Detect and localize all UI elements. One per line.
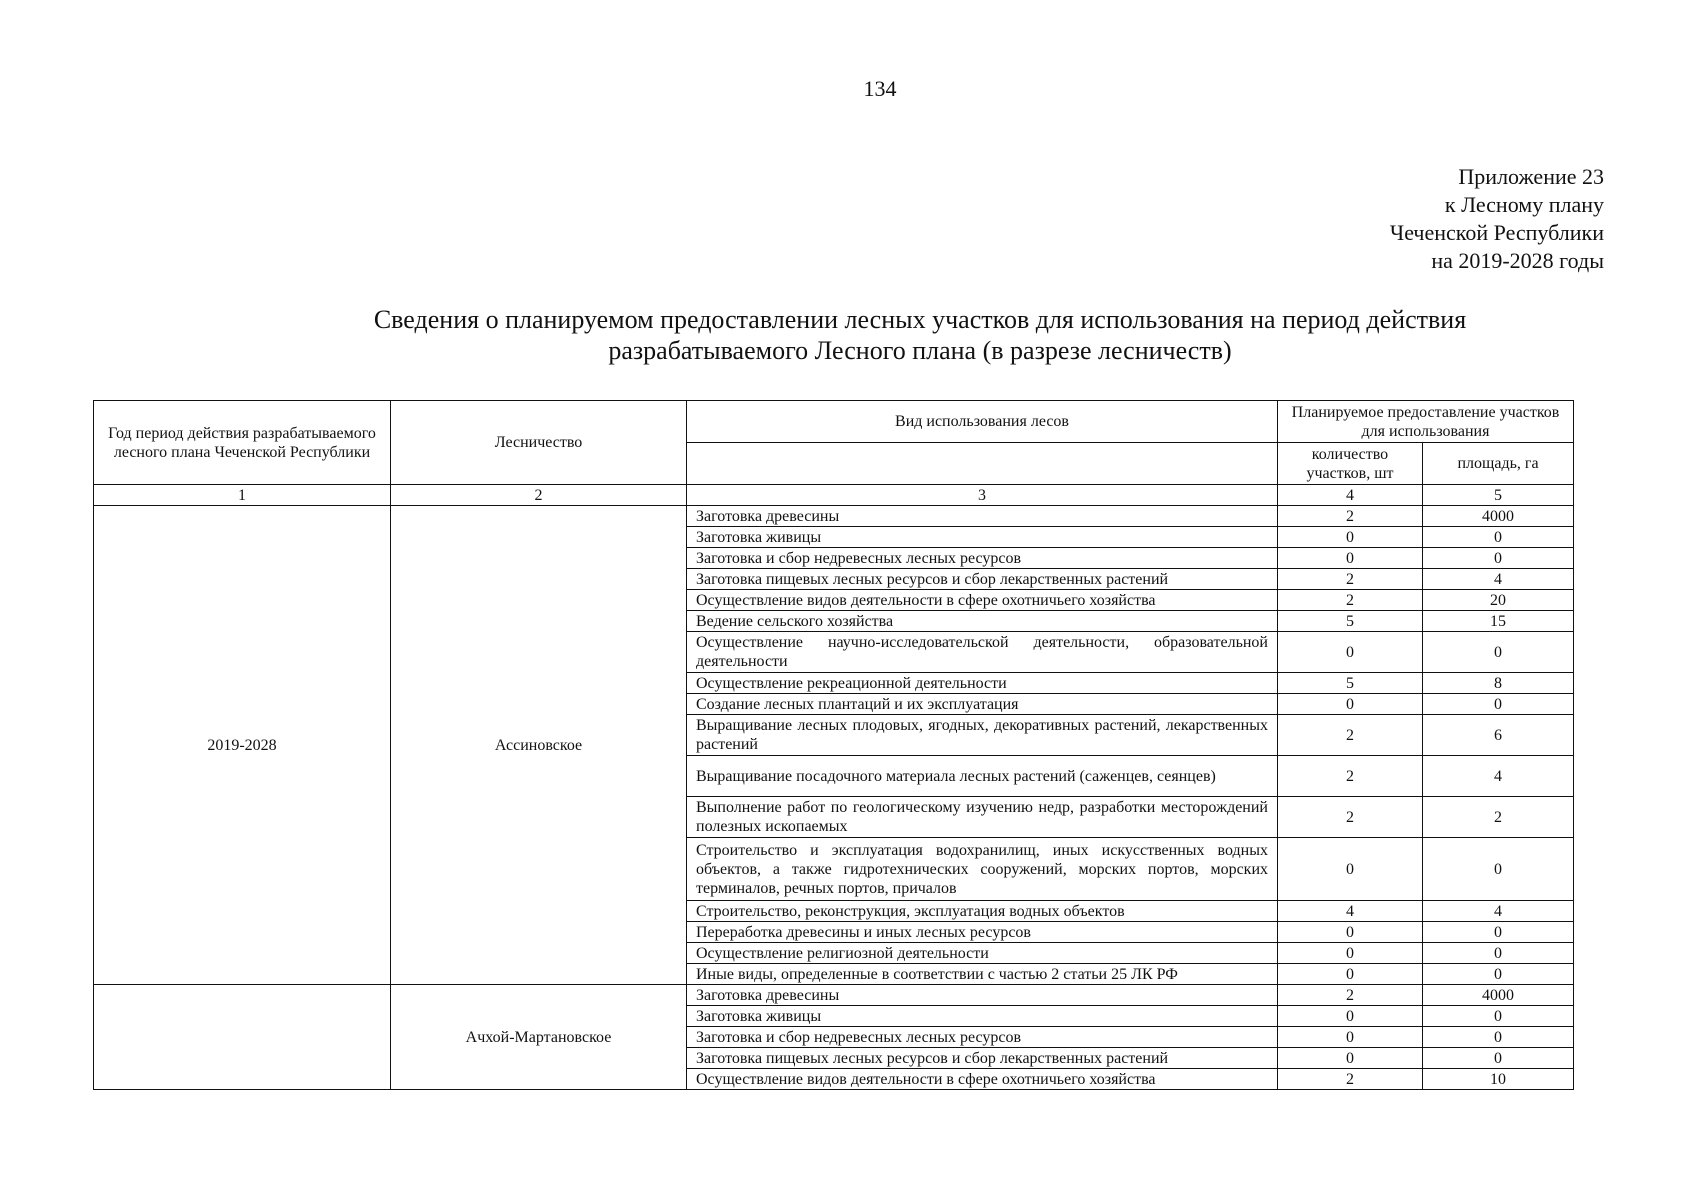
table-row bbox=[94, 506, 1574, 527]
count-cell: 0 bbox=[1278, 1027, 1423, 1048]
kind-cell: Иные виды, определенные в соответствии с частью 2 статьи 25 ЛК РФ bbox=[687, 964, 1278, 985]
count-cell: 0 bbox=[1278, 1006, 1423, 1027]
kind-cell: Осуществление видов деятельности в сфере охотничьего хозяйства bbox=[687, 1069, 1278, 1090]
area-cell: 0 bbox=[1423, 943, 1574, 964]
kind-cell: Заготовка пищевых лесных ресурсов и сбор лекарственных растений bbox=[687, 1048, 1278, 1069]
kind-cell: Заготовка древесины bbox=[687, 985, 1278, 1006]
kind-cell: Создание лесных плантаций и их эксплуатация bbox=[687, 694, 1278, 715]
kind-cell: Выполнение работ по геологическому изучению недр, разработки месторождений полезных ископаемых bbox=[687, 797, 1278, 838]
kind-cell: Переработка древесины и иных лесных ресурсов bbox=[687, 922, 1278, 943]
area-cell: 15 bbox=[1423, 611, 1574, 632]
kind-cell: Ведение сельского хозяйства bbox=[687, 611, 1278, 632]
count-cell: 5 bbox=[1278, 673, 1423, 694]
count-cell: 0 bbox=[1278, 527, 1423, 548]
area-cell: 4000 bbox=[1423, 985, 1574, 1006]
forestry-cell: Ассиновское bbox=[391, 506, 687, 985]
area-cell: 0 bbox=[1423, 964, 1574, 985]
kind-cell: Осуществление рекреационной деятельности bbox=[687, 673, 1278, 694]
area-cell: 0 bbox=[1423, 632, 1574, 673]
header-kind-blank bbox=[687, 443, 1278, 485]
count-cell: 2 bbox=[1278, 506, 1423, 527]
kind-cell: Заготовка и сбор недревесных лесных ресурсов bbox=[687, 548, 1278, 569]
appendix-note bbox=[1390, 163, 1604, 275]
kind-cell: Заготовка древесины bbox=[687, 506, 1278, 527]
count-cell: 2 bbox=[1278, 797, 1423, 838]
count-cell: 0 bbox=[1278, 943, 1423, 964]
title-line: разрабатываемого Лесного плана (в разрезе лесничеств) bbox=[608, 336, 1232, 365]
area-cell: 0 bbox=[1423, 922, 1574, 943]
area-cell: 0 bbox=[1423, 527, 1574, 548]
kind-cell: Строительство, реконструкция, эксплуатация водных объектов bbox=[687, 901, 1278, 922]
area-cell: 10 bbox=[1423, 1069, 1574, 1090]
appendix-line: к Лесному плану bbox=[1444, 192, 1604, 217]
page-number: 134 bbox=[863, 76, 897, 101]
column-number: 2 bbox=[391, 485, 687, 506]
kind-cell: Осуществление научно-исследовательской деятельности, образовательной деятельности bbox=[687, 632, 1278, 673]
area-cell: 4000 bbox=[1423, 506, 1574, 527]
area-cell: 2 bbox=[1423, 797, 1574, 838]
kind-cell: Осуществление религиозной деятельности bbox=[687, 943, 1278, 964]
header-planned: Планируемое предоставление участков для использования bbox=[1278, 401, 1574, 443]
area-cell: 8 bbox=[1423, 673, 1574, 694]
area-cell: 0 bbox=[1423, 838, 1574, 901]
count-cell: 0 bbox=[1278, 548, 1423, 569]
title-line: Сведения о планируемом предоставлении лесных участков для использования на период действия bbox=[373, 305, 1467, 334]
area-cell: 0 bbox=[1423, 548, 1574, 569]
count-cell: 0 bbox=[1278, 694, 1423, 715]
area-cell: 20 bbox=[1423, 590, 1574, 611]
table-row bbox=[94, 985, 1574, 1006]
count-cell: 0 bbox=[1278, 964, 1423, 985]
area-cell: 4 bbox=[1423, 569, 1574, 590]
count-cell: 0 bbox=[1278, 838, 1423, 901]
forestry-cell: Ачхой-Мартановское bbox=[391, 985, 687, 1090]
appendix-line: Чеченской Республики bbox=[1389, 220, 1604, 245]
appendix-line: Приложение 23 bbox=[1458, 164, 1604, 189]
count-cell: 0 bbox=[1278, 1048, 1423, 1069]
area-cell: 0 bbox=[1423, 694, 1574, 715]
column-number: 5 bbox=[1423, 485, 1574, 506]
header-area: площадь, га bbox=[1423, 443, 1574, 485]
count-cell: 2 bbox=[1278, 569, 1423, 590]
count-cell: 2 bbox=[1278, 590, 1423, 611]
count-cell: 5 bbox=[1278, 611, 1423, 632]
header-kind: Вид использования лесов bbox=[687, 401, 1278, 443]
kind-cell: Осуществление видов деятельности в сфере охотничьего хозяйства bbox=[687, 590, 1278, 611]
area-cell: 4 bbox=[1423, 901, 1574, 922]
header-forestry: Лесничество bbox=[391, 401, 687, 485]
document-title bbox=[150, 304, 1690, 366]
count-cell: 0 bbox=[1278, 632, 1423, 673]
header-count: количество участков, шт bbox=[1278, 443, 1423, 485]
column-number: 4 bbox=[1278, 485, 1423, 506]
count-cell: 2 bbox=[1278, 985, 1423, 1006]
count-cell: 2 bbox=[1278, 1069, 1423, 1090]
forest-plots-table bbox=[93, 400, 1574, 1090]
column-number: 3 bbox=[687, 485, 1278, 506]
year-cell: 2019-2028 bbox=[94, 506, 391, 985]
area-cell: 0 bbox=[1423, 1027, 1574, 1048]
kind-cell: Заготовка пищевых лесных ресурсов и сбор лекарственных растений bbox=[687, 569, 1278, 590]
header-year: Год период действия разрабатываемого лесного плана Чеченской Республики bbox=[94, 401, 391, 485]
column-numbers-row bbox=[94, 485, 1574, 506]
count-cell: 2 bbox=[1278, 756, 1423, 797]
area-cell: 6 bbox=[1423, 715, 1574, 756]
kind-cell: Строительство и эксплуатация водохранилищ, иных искусственных водных объектов, а также гидротехнических сооружений, морских портов, морских терминалов, речных портов, причалов bbox=[687, 838, 1278, 901]
kind-cell: Выращивание посадочного материала лесных растений (саженцев, сеянцев) bbox=[687, 756, 1278, 797]
area-cell: 4 bbox=[1423, 756, 1574, 797]
kind-cell: Заготовка живицы bbox=[687, 1006, 1278, 1027]
column-number: 1 bbox=[94, 485, 391, 506]
area-cell: 0 bbox=[1423, 1048, 1574, 1069]
kind-cell: Заготовка и сбор недревесных лесных ресурсов bbox=[687, 1027, 1278, 1048]
kind-cell: Заготовка живицы bbox=[687, 527, 1278, 548]
area-cell: 0 bbox=[1423, 1006, 1574, 1027]
count-cell: 4 bbox=[1278, 901, 1423, 922]
count-cell: 0 bbox=[1278, 922, 1423, 943]
count-cell: 2 bbox=[1278, 715, 1423, 756]
kind-cell: Выращивание лесных плодовых, ягодных, декоративных растений, лекарственных растений bbox=[687, 715, 1278, 756]
appendix-line: на 2019-2028 годы bbox=[1431, 248, 1604, 273]
year-cell bbox=[94, 985, 391, 1090]
